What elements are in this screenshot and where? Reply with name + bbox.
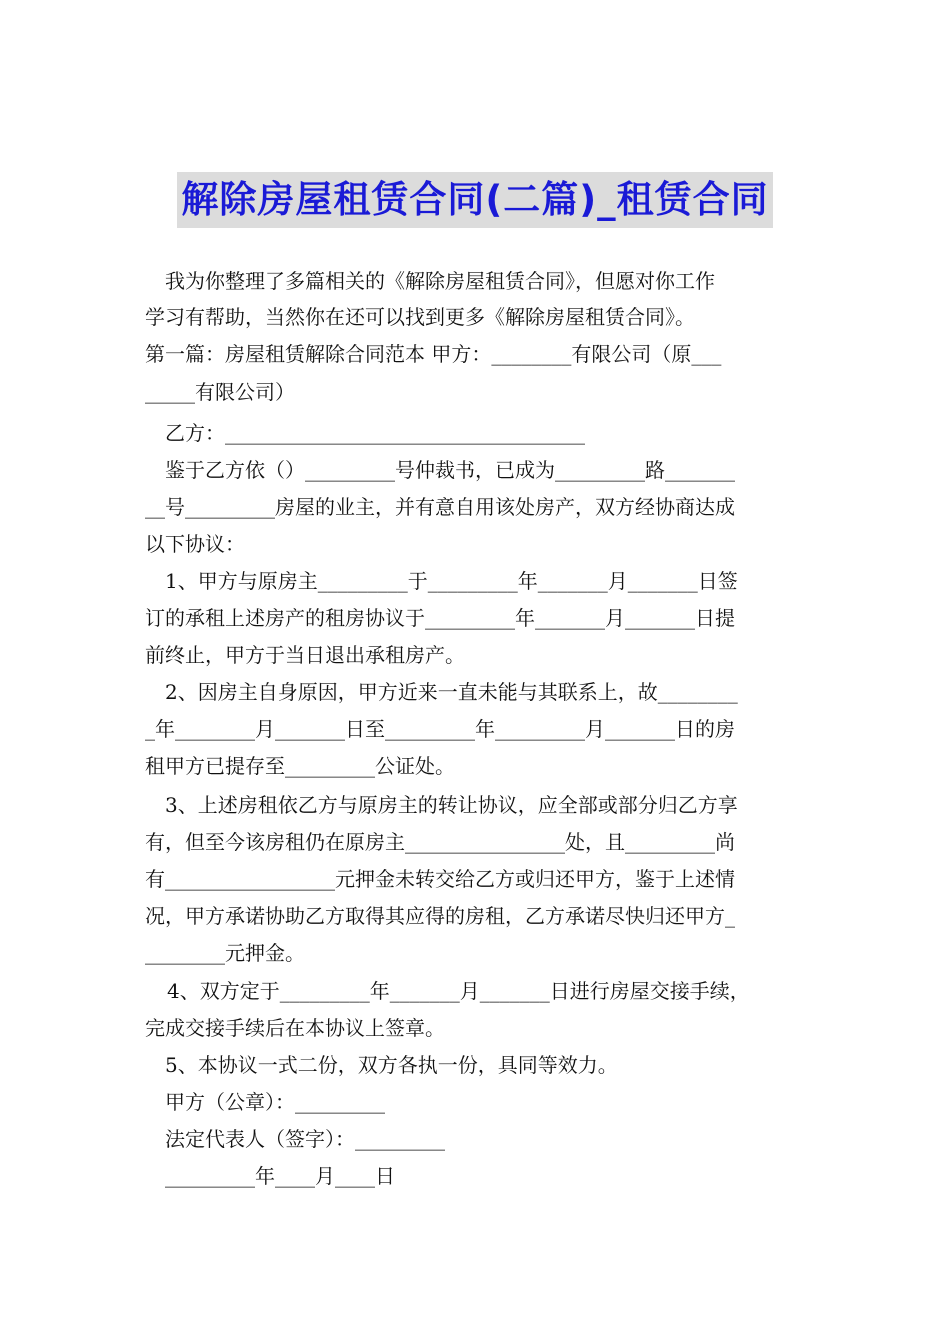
- document-title: 解除房屋租赁合同(二篇)_租赁合同: [177, 172, 772, 228]
- paragraph-line: 以下协议：: [145, 532, 245, 556]
- paragraph-line: 乙方：____________________________________: [165, 421, 585, 445]
- paragraph-line: 3、上述房租依乙方与原房主的转让协议，应全部或部分归乙方享: [165, 793, 738, 817]
- paragraph-line: __号_________房屋的业主，并有意自用该处房产，双方经协商达成: [145, 495, 735, 519]
- paragraph-line: _____有限公司）: [145, 380, 295, 404]
- paragraph-line: 有_________________元押金未转交给乙方或归还甲方，鉴于上述情: [145, 867, 735, 891]
- paragraph-line: 我为你整理了多篇相关的《解除房屋租赁合同》，但愿对你工作: [165, 269, 715, 293]
- paragraph-line: 前终止，甲方于当日退出承租房产。: [145, 643, 465, 667]
- paragraph-line: 第一篇：房屋租赁解除合同范本 甲方：________有限公司（原___: [145, 342, 722, 366]
- signature-line: 法定代表人（签字）：_________: [165, 1127, 445, 1151]
- paragraph-line: 有，但至今该房租仍在原房主________________处，且_________尚: [145, 830, 735, 854]
- paragraph-line: 订的承租上述房产的租房协议于_________年_______月_______日提: [145, 606, 735, 630]
- title-wrap: [0, 172, 950, 228]
- paragraph-line: 4、双方定于_________年_______月_______日进行房屋交接手续，: [167, 979, 750, 1003]
- paragraph-line: 鉴于乙方依（）_________号仲裁书，已成为_________路_______: [165, 458, 735, 482]
- paragraph-line: 况，甲方承诺协助乙方取得其应得的房租，乙方承诺尽快归还甲方_: [145, 904, 735, 928]
- paragraph-line: 2、因房主自身原因，甲方近来一直未能与其联系上，故________: [165, 680, 738, 704]
- paragraph-line: 租甲方已提存至_________公证处。: [145, 754, 455, 778]
- signature-line: 甲方（公章）：_________: [165, 1090, 385, 1114]
- paragraph-line: 完成交接手续后在本协议上签章。: [145, 1016, 445, 1040]
- paragraph-line: 1、甲方与原房主_________于_________年_______月_______日签: [165, 569, 738, 593]
- paragraph-line: 5、本协议一式二份，双方各执一份，具同等效力。: [165, 1053, 618, 1077]
- paragraph-line: 学习有帮助，当然你在还可以找到更多《解除房屋租赁合同》。: [145, 305, 695, 329]
- paragraph-line: ________元押金。: [145, 941, 305, 965]
- paragraph-line: _年________月_______日至_________年_________月_______日的房: [145, 717, 735, 741]
- date-line: _________年____月____日: [165, 1164, 395, 1188]
